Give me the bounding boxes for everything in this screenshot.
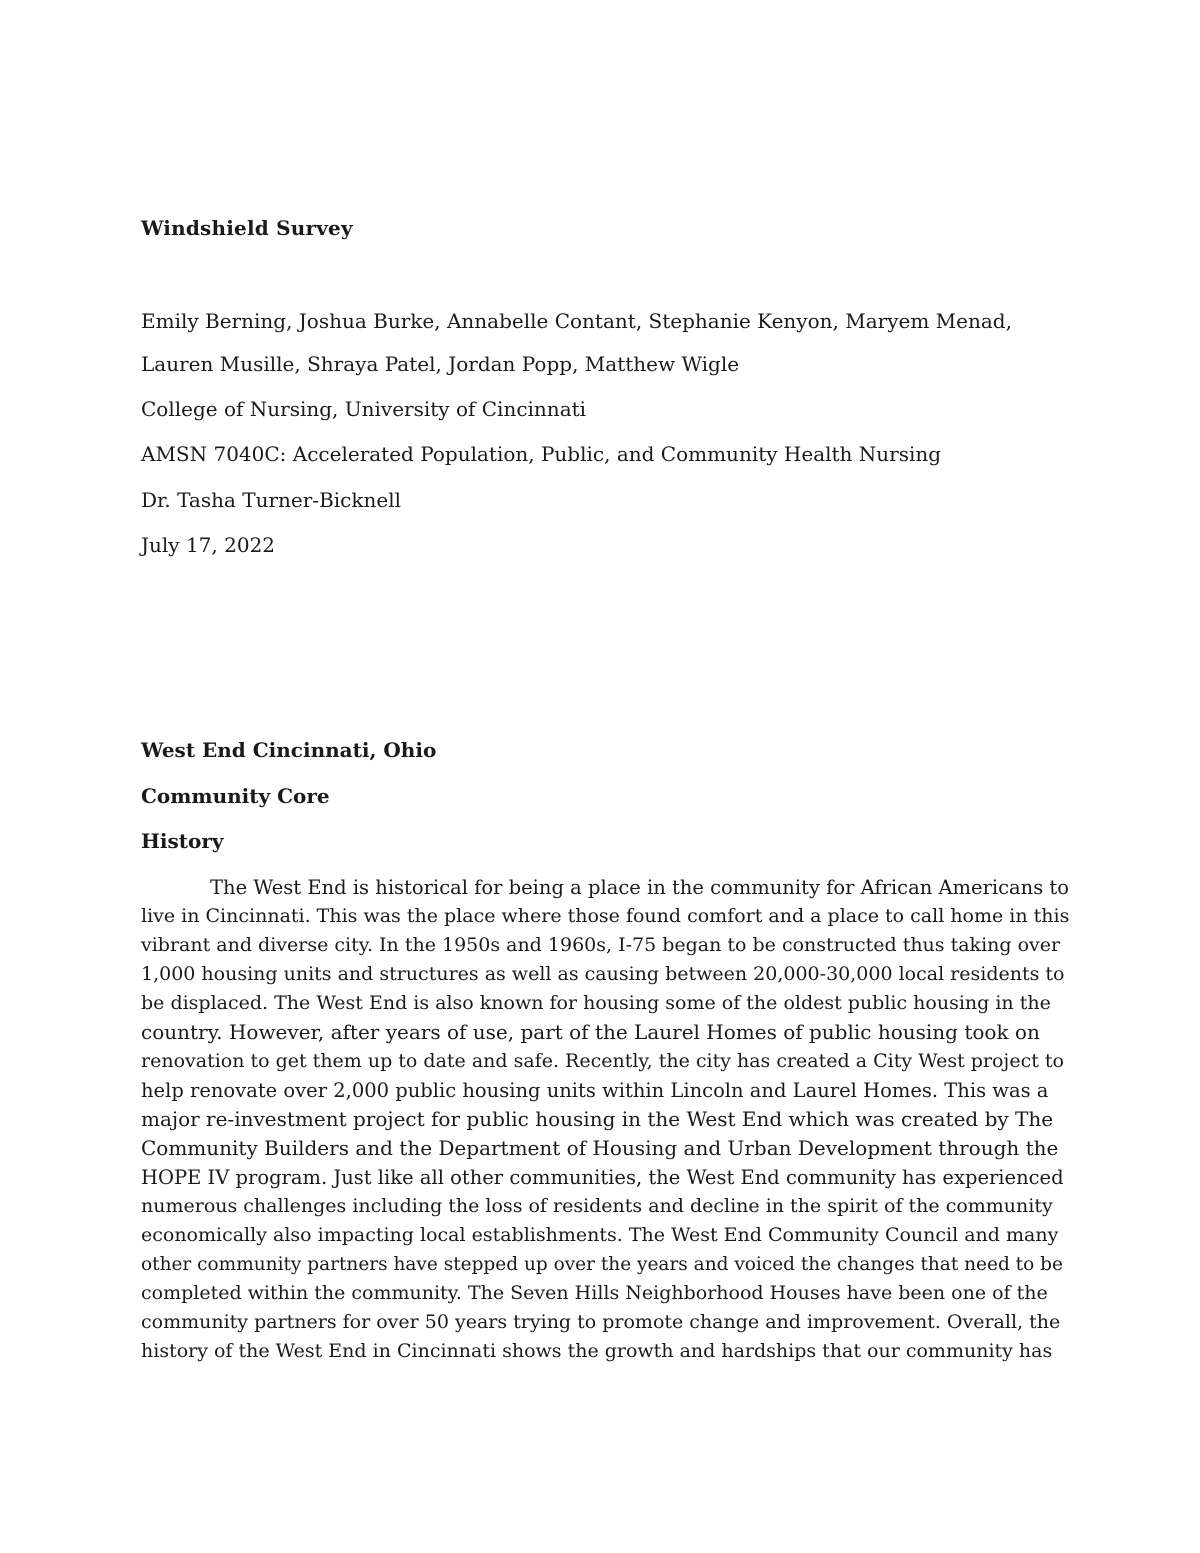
paragraph-line: history of the West End in Cincinnati shows the growth and hardships that our community has bbox=[141, 1340, 1053, 1362]
paragraph-line: live in Cincinnati. This was the place where those found comfort and a place to call home in this bbox=[141, 905, 1070, 927]
course-line: AMSN 7040C: Accelerated Population, Public, and Community Health Nursing bbox=[141, 442, 942, 466]
institution-line: College of Nursing, University of Cincinnati bbox=[141, 397, 587, 421]
paragraph-line: Community Builders and the Department of Housing and Urban Development through the bbox=[141, 1136, 1059, 1160]
instructor-line: Dr. Tasha Turner-Bicknell bbox=[141, 488, 401, 512]
paragraph-line: community partners for over 50 years trying to promote change and improvement. Overall, the bbox=[141, 1311, 1061, 1333]
paragraph-line: help renovate over 2,000 public housing units within Lincoln and Laurel Homes. This was a bbox=[141, 1079, 1049, 1102]
paragraph-line: renovation to get them up to date and safe. Recently, the city has created a City West project to bbox=[141, 1050, 1064, 1072]
paragraph-line: economically also impacting local establishments. The West End Community Council and many bbox=[141, 1224, 1059, 1246]
paragraph-line: 1,000 housing units and structures as well as causing between 20,000-30,000 local residents to bbox=[141, 963, 1065, 985]
document-title: Windshield Survey bbox=[141, 216, 353, 240]
paragraph-line: country. However, after years of use, part of the Laurel Homes of public housing took on bbox=[141, 1020, 1040, 1044]
paragraph-line: vibrant and diverse city. In the 1950s and 1960s, I-75 began to be constructed thus taking over bbox=[141, 934, 1061, 956]
section-heading-history: History bbox=[141, 829, 224, 853]
authors-line-1: Emily Berning, Joshua Burke, Annabelle Contant, Stephanie Kenyon, Maryem Menad, bbox=[141, 309, 1012, 333]
paragraph-line: HOPE IV program. Just like all other communities, the West End community has experienced bbox=[141, 1166, 1064, 1189]
paragraph-line: other community partners have stepped up over the years and voiced the changes that need to be bbox=[141, 1254, 1063, 1275]
section-heading-community-core: Community Core bbox=[141, 784, 330, 808]
paragraph-line: be displaced. The West End is also known for housing some of the oldest public housing in the bbox=[141, 992, 1051, 1014]
paragraph-line: The West End is historical for being a place in the community for African Americans to bbox=[210, 876, 1070, 899]
authors-line-2: Lauren Musille, Shraya Patel, Jordan Popp, Matthew Wigle bbox=[141, 352, 740, 376]
paragraph-line: completed within the community. The Seven Hills Neighborhood Houses have been one of the bbox=[141, 1282, 1048, 1304]
date-line: July 17, 2022 bbox=[141, 533, 276, 557]
history-paragraph bbox=[141, 873, 1071, 1366]
section-heading-location: West End Cincinnati, Ohio bbox=[141, 738, 437, 762]
paragraph-line: major re-investment project for public housing in the West End which was created by The bbox=[141, 1107, 1054, 1131]
paragraph-line: numerous challenges including the loss of residents and decline in the spirit of the community bbox=[141, 1195, 1053, 1217]
